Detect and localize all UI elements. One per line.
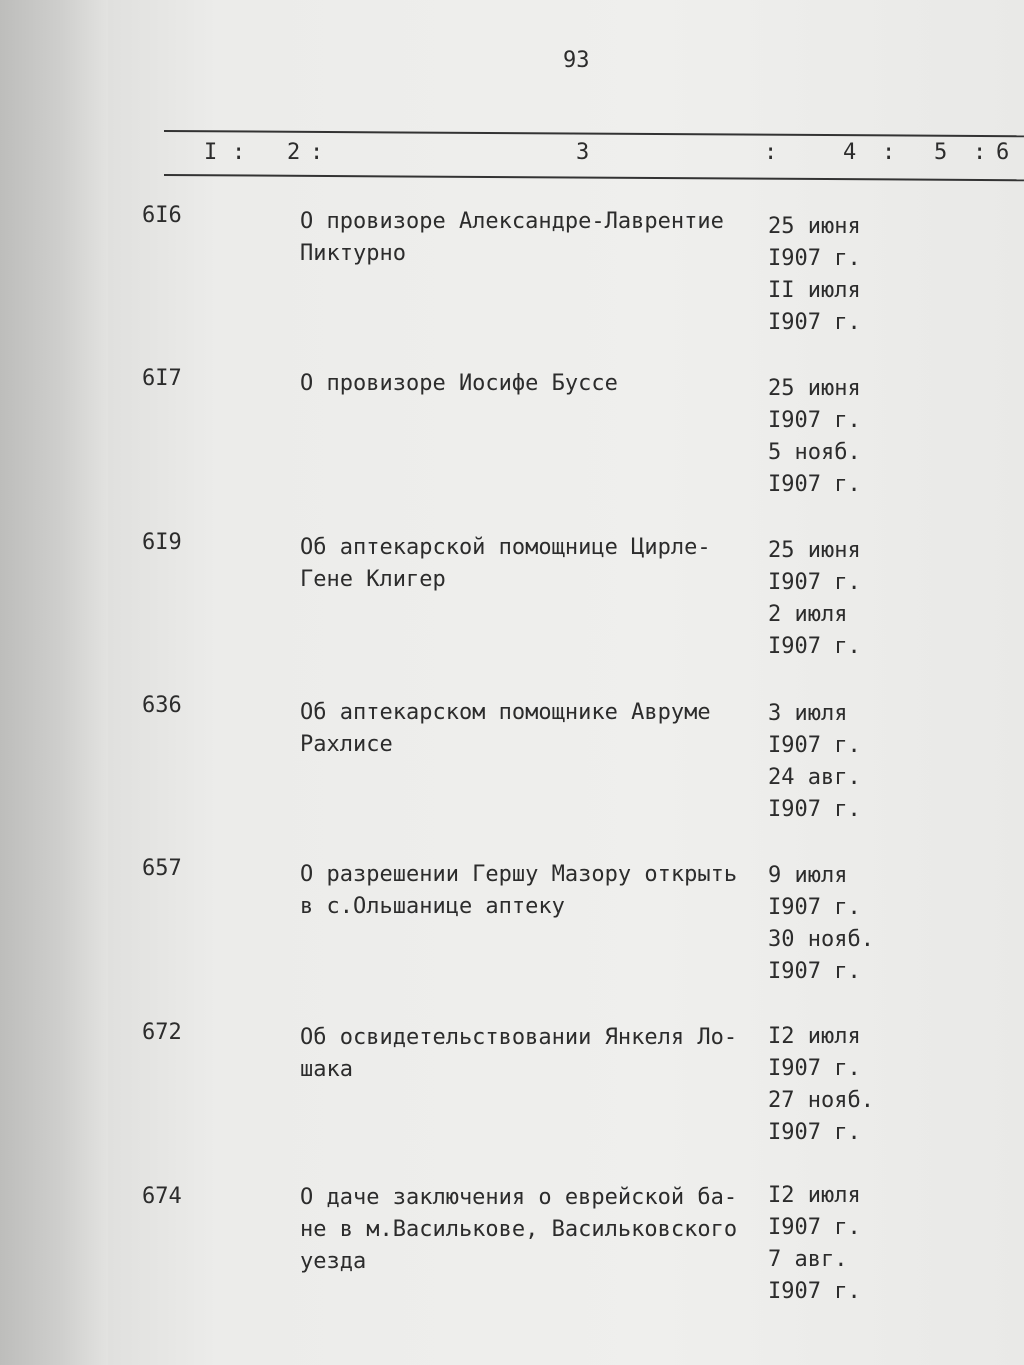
date-end: 5 нояб. <box>768 440 861 465</box>
date-end-year: I907 г. <box>768 472 861 497</box>
entry-title: Об аптекарском помощнике Авруме Рахлисе <box>300 700 711 757</box>
entry-dates <box>768 860 874 988</box>
date-end-year: I907 г. <box>768 797 861 822</box>
entry-number: 6I9 <box>142 530 182 555</box>
date-start: 9 июля <box>768 863 848 888</box>
column-separator: : <box>764 140 778 165</box>
date-start: 3 июля <box>768 701 848 726</box>
entry-dates <box>768 698 861 826</box>
date-end: 7 авг. <box>768 1247 848 1272</box>
entry-dates <box>768 1180 861 1308</box>
date-start: 25 июня <box>768 538 861 563</box>
entry-title: Об аптекарской помощнице Цирле- Гене Клигер <box>300 535 711 592</box>
column-header-4: 4 <box>843 140 857 165</box>
entry-title: Об освидетельствовании Янкеля Ло- шака <box>300 1025 738 1082</box>
book-spine-shadow <box>0 0 112 1365</box>
date-end: 30 нояб. <box>768 927 874 952</box>
entry-dates <box>768 211 861 339</box>
column-header-1: I <box>204 140 218 165</box>
date-end: 24 авг. <box>768 765 861 790</box>
entry-dates <box>768 1021 874 1149</box>
date-start-year: I907 г. <box>768 408 861 433</box>
entry-title: О даче заключения о еврейской ба- не в м.Василькове, Васильковского уезда <box>300 1185 738 1274</box>
column-separator: : <box>973 140 987 165</box>
date-end-year: I907 г. <box>768 959 861 984</box>
entry-number: 636 <box>142 693 182 718</box>
document-page <box>108 0 1024 1365</box>
date-end-year: I907 г. <box>768 1120 861 1145</box>
entry-number: 674 <box>142 1184 182 1209</box>
entry-title: О провизоре Александре-Лаврентие Пиктурно <box>300 209 724 266</box>
page-number: 93 <box>563 48 590 73</box>
date-start: 25 июня <box>768 376 861 401</box>
entry-title: О разрешении Гершу Мазору открыть в с.Ольшанице аптеку <box>300 862 738 919</box>
date-end: II июля <box>768 278 861 303</box>
entry-dates <box>768 373 861 501</box>
column-header-6: 6 <box>996 140 1010 165</box>
column-header-3: 3 <box>576 140 590 165</box>
date-start-year: I907 г. <box>768 1056 861 1081</box>
entry-number: 6I6 <box>142 203 182 228</box>
date-start-year: I907 г. <box>768 1215 861 1240</box>
date-start-year: I907 г. <box>768 570 861 595</box>
date-end-year: I907 г. <box>768 634 861 659</box>
date-end: 2 июля <box>768 602 848 627</box>
date-start: I2 июля <box>768 1024 861 1049</box>
column-separator: : <box>882 140 896 165</box>
date-start: I2 июля <box>768 1183 861 1208</box>
entry-dates <box>768 535 861 663</box>
date-start-year: I907 г. <box>768 246 861 271</box>
entry-title: О провизоре Иосифе Буссе <box>300 371 618 396</box>
date-end: 27 нояб. <box>768 1088 874 1113</box>
column-header-2: 2 <box>287 140 301 165</box>
date-start-year: I907 г. <box>768 733 861 758</box>
date-end-year: I907 г. <box>768 310 861 335</box>
column-separator: : <box>310 140 324 165</box>
column-header-5: 5 <box>934 140 948 165</box>
date-end-year: I907 г. <box>768 1279 861 1304</box>
date-start: 25 июня <box>768 214 861 239</box>
column-separator: : <box>232 140 246 165</box>
entry-number: 657 <box>142 856 182 881</box>
entry-number: 6I7 <box>142 366 182 391</box>
date-start-year: I907 г. <box>768 895 861 920</box>
entry-number: 672 <box>142 1020 182 1045</box>
